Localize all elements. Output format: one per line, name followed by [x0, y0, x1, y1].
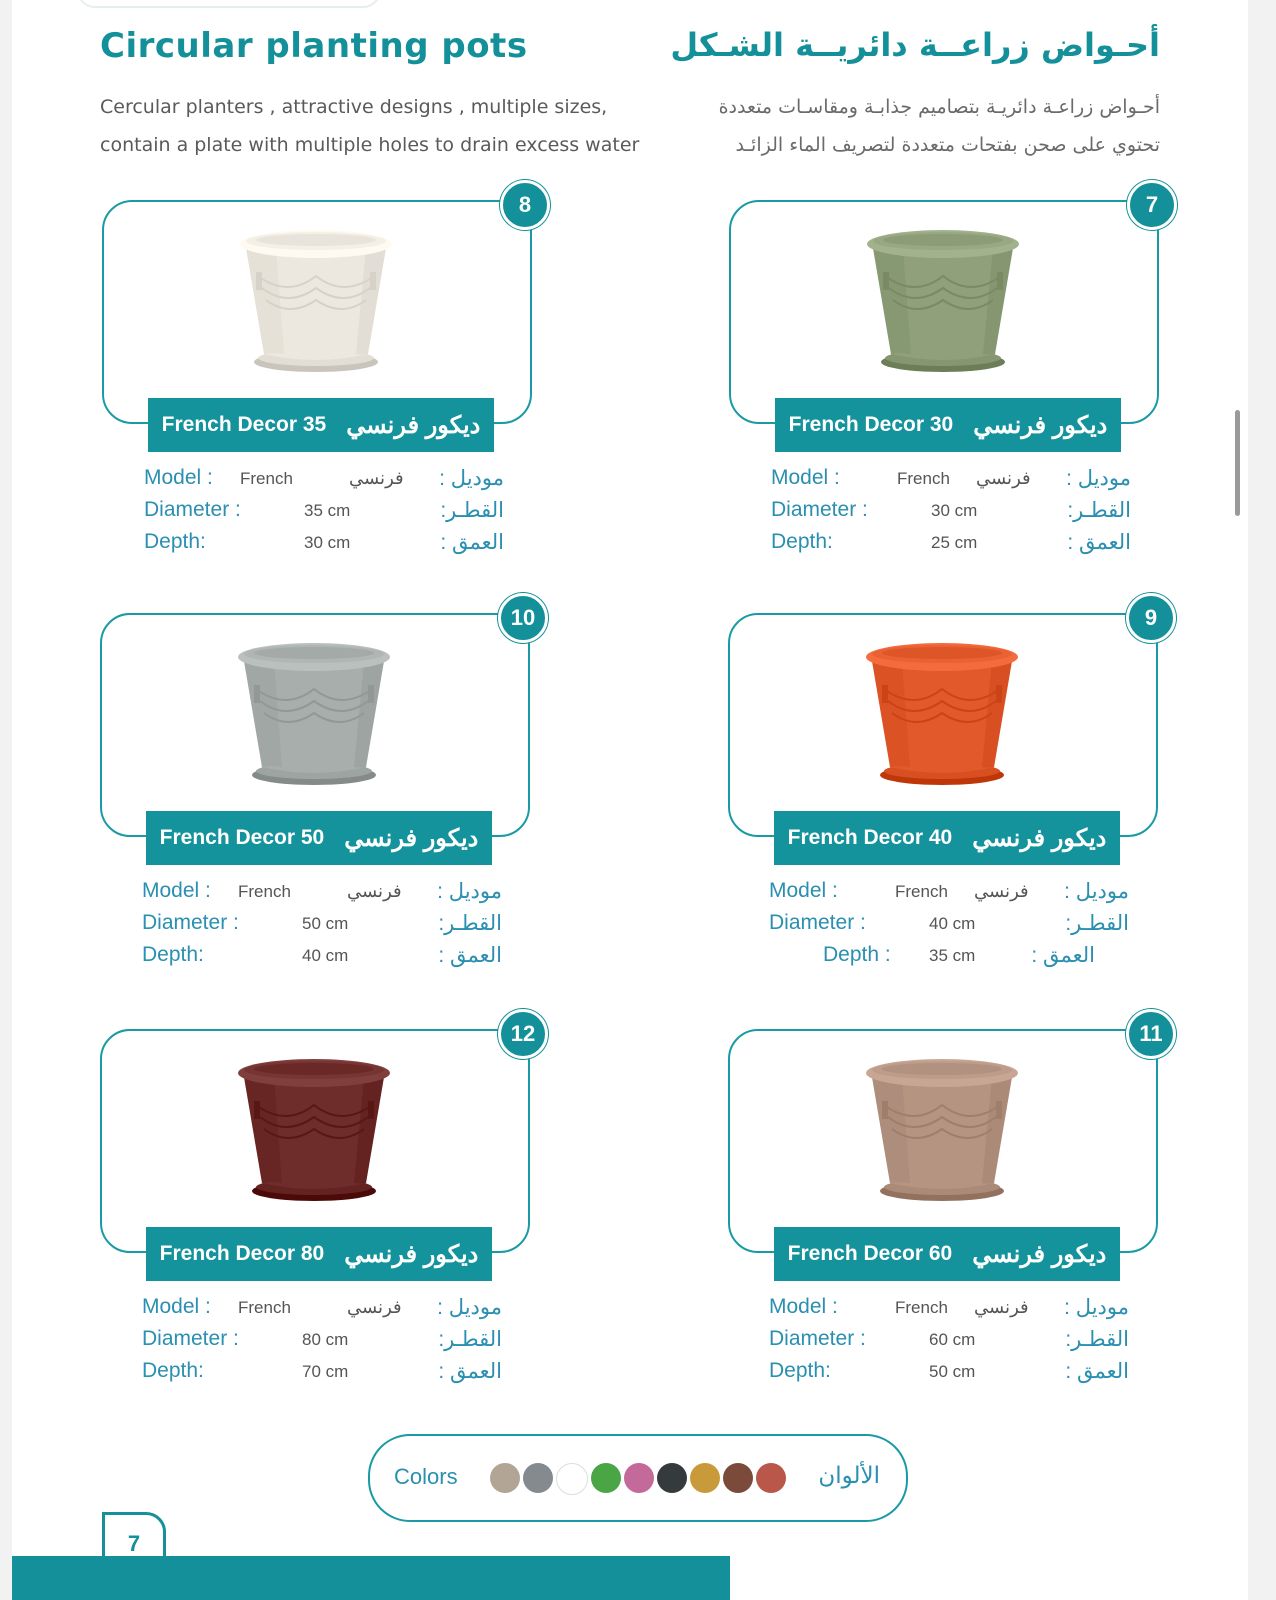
scrollbar-thumb[interactable] [1235, 410, 1240, 516]
pot-graphic [842, 1043, 1042, 1208]
product-name-ar: ديكور فرنسي [344, 824, 479, 852]
spec-label-model-en: Model : [144, 466, 213, 489]
spec-label-depth-en: Depth: [769, 1359, 831, 1382]
spec-value-diameter: 30 cm [931, 501, 978, 520]
spec-value-model-en: French [240, 469, 293, 488]
pot-image [843, 214, 1043, 379]
spec-row-diameter [769, 1327, 1129, 1359]
colors-label-ar: الألوان [818, 1462, 880, 1488]
spec-value-model-ar: فرنسي [347, 1297, 402, 1317]
spec-value-model-en: French [897, 469, 950, 488]
spec-label-depth-en: Depth: [142, 1359, 204, 1382]
desc-en-line2: contain a plate with multiple holes to drain excess water [100, 134, 640, 156]
product-specs [771, 466, 1131, 566]
spec-row-depth [769, 943, 1129, 975]
spec-value-model-ar: فرنسي [974, 1297, 1029, 1317]
spec-label-model-en: Model : [142, 1295, 211, 1318]
color-swatch [624, 1463, 654, 1493]
product-number-badge: 8 [500, 180, 550, 230]
spec-label-depth-ar: العمق : [1067, 531, 1131, 554]
spec-row-model [769, 1295, 1129, 1327]
product-name-en: French Decor 40 [787, 826, 953, 849]
spec-value-depth: 70 cm [302, 1362, 349, 1381]
pot-graphic [214, 627, 414, 792]
color-swatch [690, 1463, 720, 1493]
product-number-badge: 12 [498, 1009, 548, 1059]
product-number-badge: 7 [1127, 180, 1177, 230]
spec-label-depth-ar: العمق : [438, 1360, 502, 1383]
product-specs [142, 1295, 502, 1395]
product-name-ar: ديكور فرنسي [346, 411, 481, 439]
description-english [100, 88, 660, 164]
color-swatch [523, 1463, 553, 1493]
product-name-en: French Decor 80 [159, 1242, 325, 1265]
spec-label-depth-ar: العمق : [1031, 944, 1095, 967]
colors-label-en: Colors [394, 1464, 458, 1489]
spec-row-model [142, 879, 502, 911]
spec-label-diameter-ar: القطـر: [1067, 499, 1131, 522]
product-name-ar: ديكور فرنسي [972, 1240, 1107, 1268]
spec-row-diameter [142, 1327, 502, 1359]
spec-label-depth-en: Depth: [144, 530, 206, 553]
spec-row-model [771, 466, 1131, 498]
title-english: Circular planting pots [100, 26, 528, 66]
spec-value-depth: 40 cm [302, 946, 349, 965]
spec-row-model [142, 1295, 502, 1327]
product-name-en: French Decor 35 [161, 413, 327, 436]
product-name-bar [146, 1227, 492, 1281]
spec-label-diameter-ar: القطـر: [1065, 1328, 1129, 1351]
spec-value-diameter: 40 cm [929, 914, 976, 933]
spec-value-depth: 25 cm [931, 533, 978, 552]
product-card [729, 192, 1159, 439]
spec-label-diameter-ar: القطـر: [440, 499, 504, 522]
color-swatch [591, 1463, 621, 1493]
product-name-bar [146, 811, 492, 865]
spec-value-model-en: French [238, 882, 291, 901]
spec-label-diameter-en: Diameter : [142, 1327, 239, 1350]
product-card [100, 605, 536, 852]
color-swatches [490, 1463, 786, 1493]
color-swatch [756, 1463, 786, 1493]
spec-value-diameter: 35 cm [304, 501, 351, 520]
spec-row-diameter [144, 498, 504, 530]
spec-label-model-ar: موديل : [437, 880, 502, 903]
pot-image [216, 214, 416, 379]
footer-bar [12, 1556, 730, 1600]
spec-value-depth: 30 cm [304, 533, 351, 552]
pot-image [842, 1043, 1042, 1208]
product-name-bar [774, 811, 1120, 865]
spec-label-diameter-en: Diameter : [771, 498, 868, 521]
spec-row-depth [769, 1359, 1129, 1391]
product-card [102, 192, 532, 439]
product-name-bar [775, 398, 1121, 452]
pot-graphic [214, 1043, 414, 1208]
spec-row-depth [771, 530, 1131, 562]
spec-row-diameter [771, 498, 1131, 530]
pot-graphic [216, 214, 416, 379]
spec-row-depth [142, 943, 502, 975]
color-swatch [490, 1463, 520, 1493]
spec-label-depth-ar: العمق : [440, 531, 504, 554]
spec-label-diameter-ar: القطـر: [438, 1328, 502, 1351]
pot-graphic [843, 214, 1043, 379]
product-name-ar: ديكور فرنسي [972, 824, 1107, 852]
pot-image [842, 627, 1042, 792]
product-name-en: French Decor 50 [159, 826, 325, 849]
colors-panel [368, 1434, 908, 1522]
color-swatch [657, 1463, 687, 1493]
spec-row-model [769, 879, 1129, 911]
spec-value-diameter: 50 cm [302, 914, 349, 933]
spec-row-diameter [142, 911, 502, 943]
spec-row-depth [142, 1359, 502, 1391]
pot-image [214, 627, 414, 792]
spec-value-model-en: French [895, 882, 948, 901]
color-swatch [723, 1463, 753, 1493]
spec-row-diameter [769, 911, 1129, 943]
color-swatch [556, 1463, 588, 1495]
product-name-ar: ديكور فرنسي [344, 1240, 479, 1268]
spec-label-model-en: Model : [771, 466, 840, 489]
product-name-en: French Decor 30 [788, 413, 954, 436]
product-name-ar: ديكور فرنسي [973, 411, 1108, 439]
spec-label-model-ar: موديل : [437, 1296, 502, 1319]
spec-label-depth-ar: العمق : [438, 944, 502, 967]
product-number-badge: 11 [1126, 1009, 1176, 1059]
spec-label-depth-en: Depth: [771, 530, 833, 553]
product-name-en: French Decor 60 [787, 1242, 953, 1265]
product-number-badge: 9 [1126, 593, 1176, 643]
spec-label-model-en: Model : [142, 879, 211, 902]
product-specs [769, 1295, 1129, 1395]
spec-label-diameter-en: Diameter : [142, 911, 239, 934]
spec-label-depth-ar: العمق : [1065, 1360, 1129, 1383]
spec-label-model-ar: موديل : [1066, 467, 1131, 490]
spec-value-model-ar: فرنسي [976, 468, 1031, 488]
spec-value-model-ar: فرنسي [349, 468, 404, 488]
spec-label-depth-en: Depth : [823, 943, 891, 966]
spec-value-model-en: French [895, 1298, 948, 1317]
spec-value-model-ar: فرنسي [347, 881, 402, 901]
spec-value-model-ar: فرنسي [974, 881, 1029, 901]
product-name-bar [774, 1227, 1120, 1281]
product-specs [142, 879, 502, 979]
product-card [100, 1021, 536, 1268]
pot-image [214, 1043, 414, 1208]
desc-ar-line2: تحتوي على صحن بفتحات متعددة لتصريف الماء الزائـد [735, 134, 1160, 156]
page-number: 7 [102, 1512, 166, 1576]
product-card [728, 1021, 1163, 1268]
spec-value-model-en: French [238, 1298, 291, 1317]
spec-label-diameter-en: Diameter : [769, 911, 866, 934]
spec-value-depth: 35 cm [929, 946, 976, 965]
spec-value-diameter: 80 cm [302, 1330, 349, 1349]
product-card [728, 605, 1158, 852]
product-number-badge: 10 [498, 593, 548, 643]
pot-graphic [842, 627, 1042, 792]
catalog-page [12, 0, 1248, 1600]
product-name-bar [148, 398, 494, 452]
spec-value-depth: 50 cm [929, 1362, 976, 1381]
spec-label-diameter-ar: القطـر: [438, 912, 502, 935]
product-specs [144, 466, 504, 566]
spec-label-diameter-en: Diameter : [144, 498, 241, 521]
spec-row-model [144, 466, 504, 498]
desc-en-line1: Cercular planters , attractive designs , multiple sizes, [100, 96, 608, 118]
title-arabic: أحـواض زراعــة دائريــة الشـكل [670, 26, 1160, 64]
spec-label-model-en: Model : [769, 879, 838, 902]
spec-label-model-ar: موديل : [1064, 880, 1129, 903]
top-tab [77, 0, 381, 8]
spec-value-diameter: 60 cm [929, 1330, 976, 1349]
spec-label-model-en: Model : [769, 1295, 838, 1318]
spec-label-model-ar: موديل : [1064, 1296, 1129, 1319]
spec-label-depth-en: Depth: [142, 943, 204, 966]
spec-label-model-ar: موديل : [439, 467, 504, 490]
spec-label-diameter-ar: القطـر: [1065, 912, 1129, 935]
spec-row-depth [144, 530, 504, 562]
product-specs [769, 879, 1129, 979]
desc-ar-line1: أحـواض زراعـة دائريـة بتصاميم جذابـة ومقاسـات متعددة [718, 96, 1160, 118]
spec-label-diameter-en: Diameter : [769, 1327, 866, 1350]
description-arabic [620, 88, 1160, 164]
